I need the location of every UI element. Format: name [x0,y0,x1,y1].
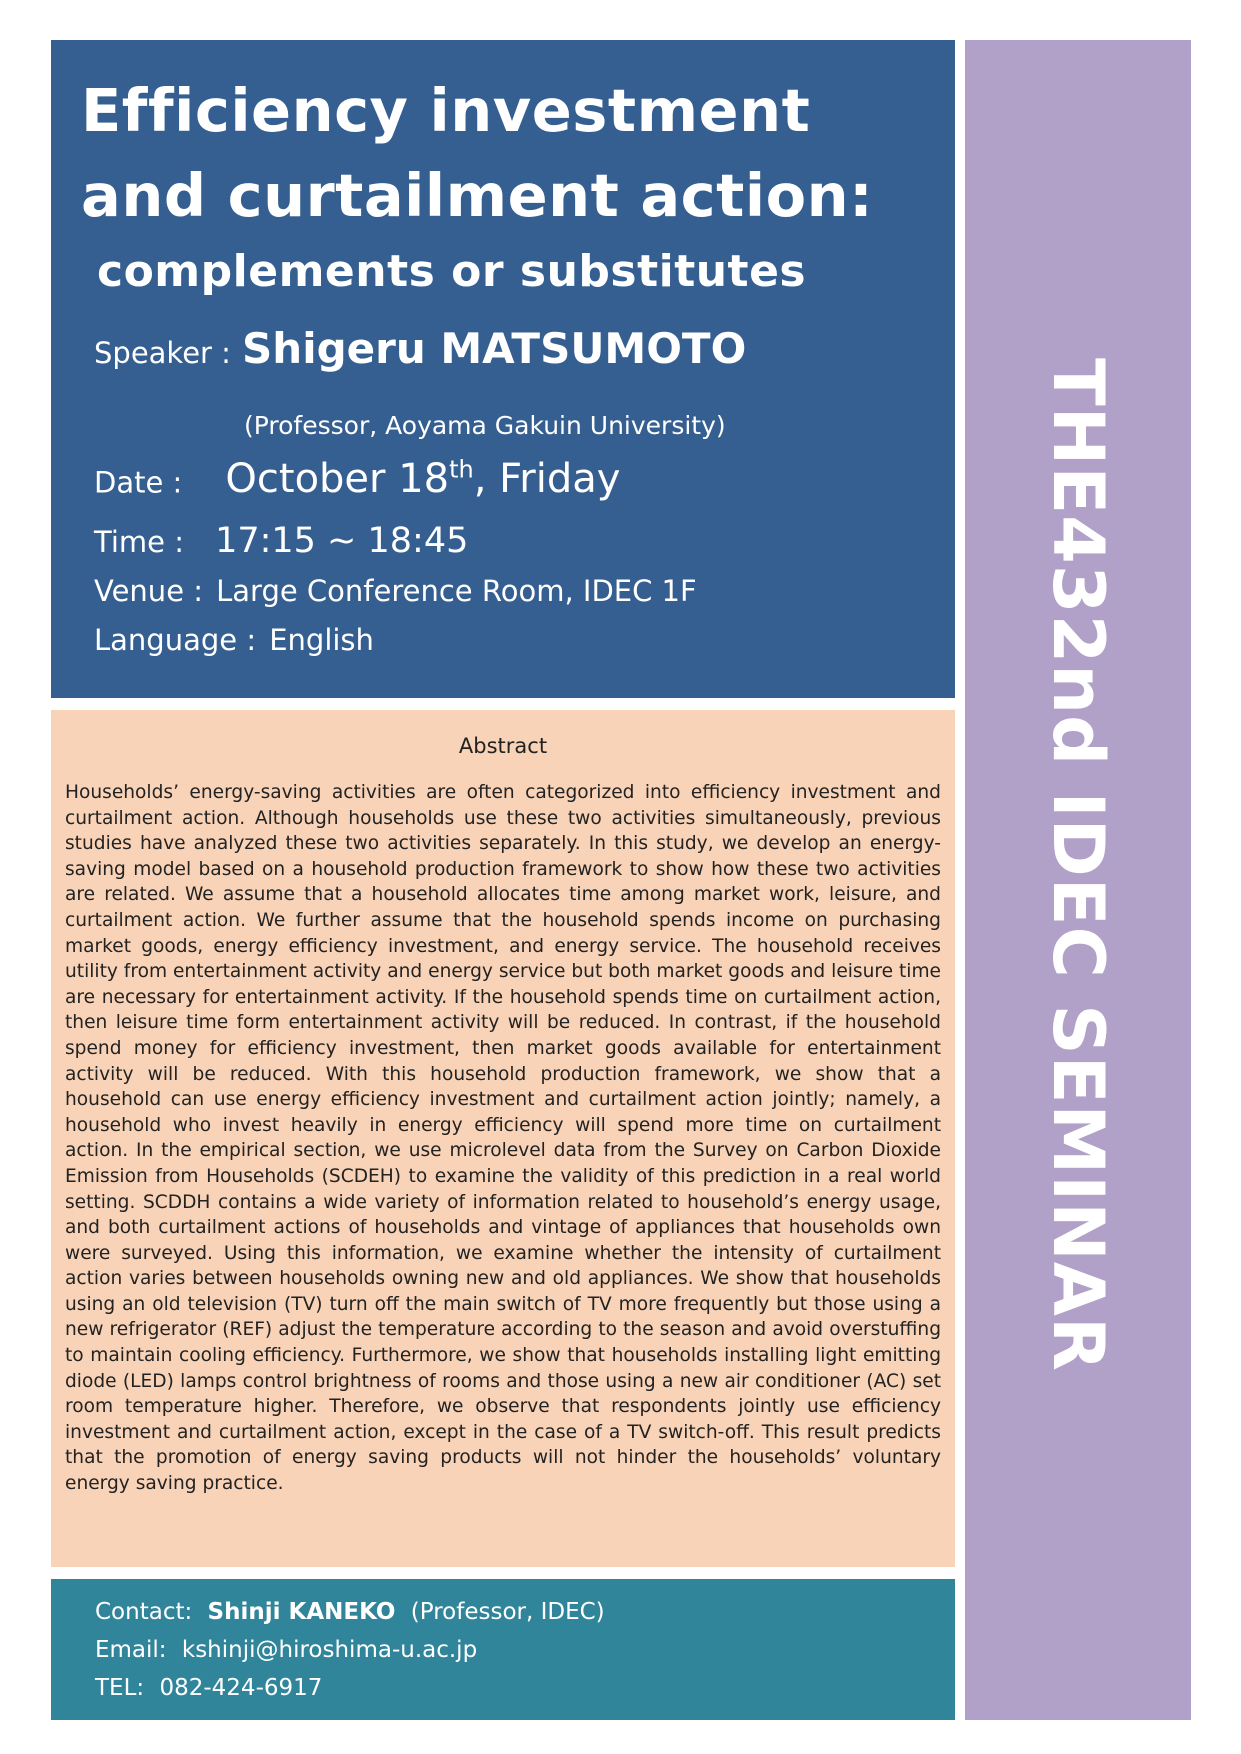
seminar-number-text: THE432nd IDEC SEMINAR [1037,358,1119,1372]
venue-value: Large Conference Room, IDEC 1F [216,574,697,608]
seminar-header [51,40,955,698]
contact-affiliation: (Professor, IDEC) [410,1599,605,1625]
side-banner-text-wrap [965,40,1191,1720]
language-row [94,623,374,657]
contact-name: Shinji KANEKO [207,1599,396,1625]
tel-value: 082-424-6917 [159,1675,323,1701]
date-weekday: , Friday [473,456,621,503]
contact-label: Contact: [95,1599,193,1625]
date-row [94,456,620,502]
abstract-heading: Abstract [458,734,548,758]
date-value [225,456,620,502]
venue-row [94,574,697,608]
language-value: English [269,623,374,657]
date-main: October 18 [225,456,450,503]
title-line-3: complements or substitutes [97,246,807,297]
tel-label: TEL: [95,1675,145,1701]
speaker-label: Speaker : [94,336,231,370]
contact-section [51,1579,955,1720]
speaker-row [94,324,746,373]
tel-row [95,1675,322,1701]
title-line-1: Efficiency investment [81,76,811,145]
abstract-section [51,710,955,1567]
time-row [94,521,468,561]
abstract-body: Households’ energy-saving activities are often categorized into efficiency investment and curtailment action. Although households use these two activities simultaneously, previous studies have analyzed these two activities separately. In this study, we develop an energy-saving model based on a household production framework to show how these two activities are related. We assume that a household allocates time among market work, leisure, and curtailment action. We further assume that the household spends income on purchasing market goods, energy efficiency investment, and energy service. The household receives utility from entertainment activity and energy service but both market goods and leisure time are necessary for entertainment activity. If the household spends time on curtailment action, then leisure time form entertainment activity will be reduced. In contrast, if the household spend money for efficiency investment, then market goods available for entertainment activity will be reduced. With this household production framework, we show that a household can use energy efficiency investment and curtailment action jointly; namely, a household who invest heavily in energy efficiency will spend more time on curtailment action. In the empirical section, we use microlevel data from the Survey on Carbon Dioxide Emission from Households (SCDEH) to examine the validity of this prediction in a real world setting. SCDDH contains a wide variety of information related to household’s energy usage, and both curtailment actions of households and vintage of appliances that households own were surveyed. Using this information, we examine whether the intensity of curtailment action varies between households owning new and old appliances. We show that households using an old television (TV) turn off the main switch of TV more frequently but those using a new refrigerator (REF) adjust the temperature according to the season and avoid overstuffing to maintain cooling efficiency. Furthermore, we show that households installing light emitting diode (LED) lamps control brightness of rooms and those using a new air conditioner (AC) set room temperature higher. Therefore, we observe that respondents jointly use efficiency investment and curtailment action, except in the case of a TV switch-off. This result predicts that the promotion of energy saving products will not hinder the households’ voluntary energy saving practice. [65,782,941,1495]
email-value[interactable]: kshinji@hiroshima-u.ac.jp [181,1637,478,1663]
contact-row [95,1599,605,1625]
email-label: Email: [95,1637,167,1663]
seminar-side-banner [965,40,1191,1720]
speaker-affiliation: (Professor, Aoyama Gakuin University) [244,411,726,440]
date-label: Date : [94,465,183,500]
date-suffix: th [449,456,474,484]
time-value: 17:15 ~ 18:45 [215,521,469,561]
time-label: Time : [94,525,184,559]
email-row [95,1637,477,1663]
title-line-2: and curtailment action: [81,161,874,230]
language-label: Language : [94,623,257,657]
speaker-name: Shigeru MATSUMOTO [242,324,747,373]
venue-label: Venue : [94,574,204,608]
